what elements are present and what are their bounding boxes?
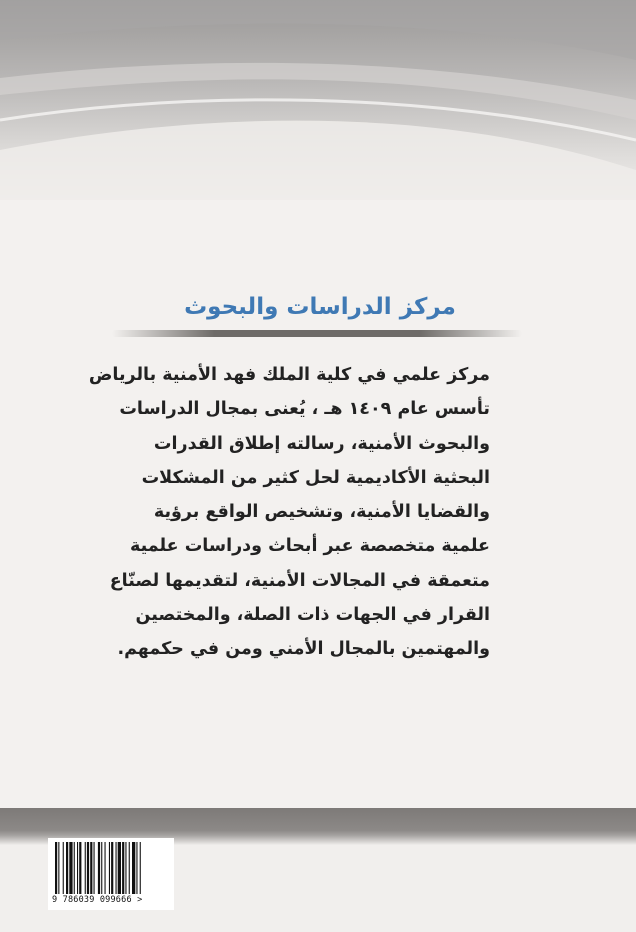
- barcode-bar: [129, 842, 130, 894]
- barcode: [48, 838, 174, 910]
- barcode-bar: [85, 842, 86, 894]
- description-line: تأسس عام ١٤٠٩ هـ ، يُعنى بمجال الدراسات: [119, 399, 490, 420]
- barcode-bar: [90, 842, 92, 894]
- barcode-bar: [74, 842, 75, 894]
- description-line: متعمقة في المجالات الأمنية، لتقديمها لصنّاع: [109, 570, 490, 591]
- isbn-number: 9 786039 099666 >: [52, 895, 143, 905]
- description-line: والقضايا الأمنية، وتشخيص الواقع برؤية: [153, 502, 490, 523]
- section-heading: مركز الدراسات والبحوث: [184, 294, 456, 320]
- barcode-bars: [55, 842, 167, 894]
- barcode-bar: [98, 842, 100, 894]
- barcode-bar: [132, 842, 135, 894]
- barcode-bar: [105, 842, 106, 894]
- barcode-bar: [58, 842, 59, 894]
- barcode-bar: [55, 842, 57, 894]
- barcode-bar: [66, 842, 68, 894]
- barcode-bar: [77, 842, 78, 894]
- description-line: علمية متخصصة عبر أبحاث ودراسات علمية: [130, 536, 490, 557]
- barcode-bar: [109, 842, 110, 894]
- barcode-bar: [140, 842, 141, 894]
- barcode-bar: [125, 842, 126, 894]
- description-line: القرار في الجهات ذات الصلة، والمختصين: [135, 605, 490, 626]
- top-decorative-band: [0, 0, 636, 200]
- barcode-bar: [118, 842, 121, 894]
- barcode-bar: [136, 842, 137, 894]
- swoosh-graphic: [0, 0, 636, 200]
- description-line: البحثية الأكاديمية لحل كثير من المشكلات: [141, 467, 490, 488]
- barcode-bar: [79, 842, 81, 894]
- barcode-bar: [122, 842, 124, 894]
- description-line: والبحوث الأمنية، رسالته إطلاق القدرات: [153, 433, 490, 454]
- barcode-bar: [63, 842, 64, 894]
- barcode-bar: [111, 842, 113, 894]
- description-line: مركز علمي في كلية الملك فهد الأمنية بالرياض: [88, 365, 490, 385]
- barcode-bar: [87, 842, 89, 894]
- barcode-bar: [101, 842, 102, 894]
- barcode-bar: [116, 842, 117, 894]
- description-line: والمهتمين بالمجال الأمني ومن في حكمهم.: [117, 639, 490, 660]
- description-paragraph: [88, 358, 490, 667]
- heading-divider: [112, 330, 522, 337]
- barcode-bar: [94, 842, 95, 894]
- barcode-bar: [69, 842, 72, 894]
